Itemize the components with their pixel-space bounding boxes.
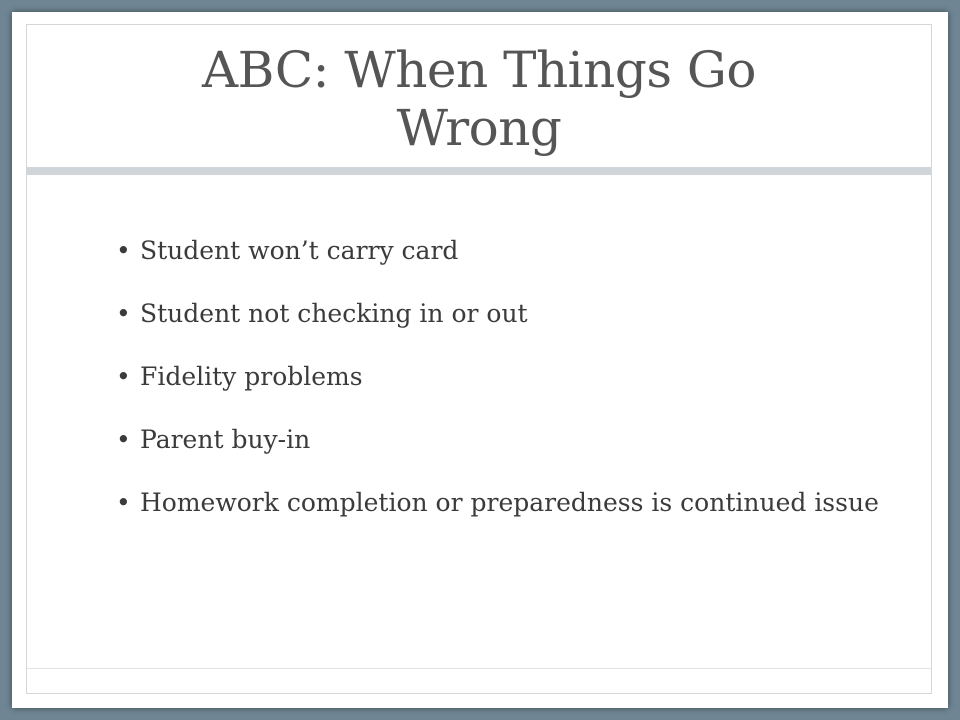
bullet-item (104, 234, 884, 268)
title-divider (27, 167, 931, 175)
bullet-item (104, 423, 884, 457)
bullet-dot-icon: • (116, 425, 131, 454)
bullet-item (104, 360, 884, 394)
bullet-text: Fidelity problems (140, 362, 363, 391)
slide-title: ABC: When Things Go Wrong (202, 41, 756, 157)
bullet-dot-icon: • (116, 236, 131, 265)
footer-divider (27, 668, 931, 669)
bullet-item (104, 486, 884, 520)
title-area (27, 25, 931, 173)
bullet-text: Student not checking in or out (140, 299, 528, 328)
bullet-dot-icon: • (116, 299, 131, 328)
bullet-text: Homework completion or preparedness is continued issue (140, 488, 879, 517)
bullet-item (104, 297, 884, 331)
bullet-text: Parent buy-in (140, 425, 311, 454)
bullet-list (104, 234, 884, 549)
slide (12, 12, 948, 708)
bullet-dot-icon: • (116, 362, 131, 391)
bullet-dot-icon: • (116, 488, 131, 517)
bullet-text: Student won’t carry card (140, 236, 459, 265)
